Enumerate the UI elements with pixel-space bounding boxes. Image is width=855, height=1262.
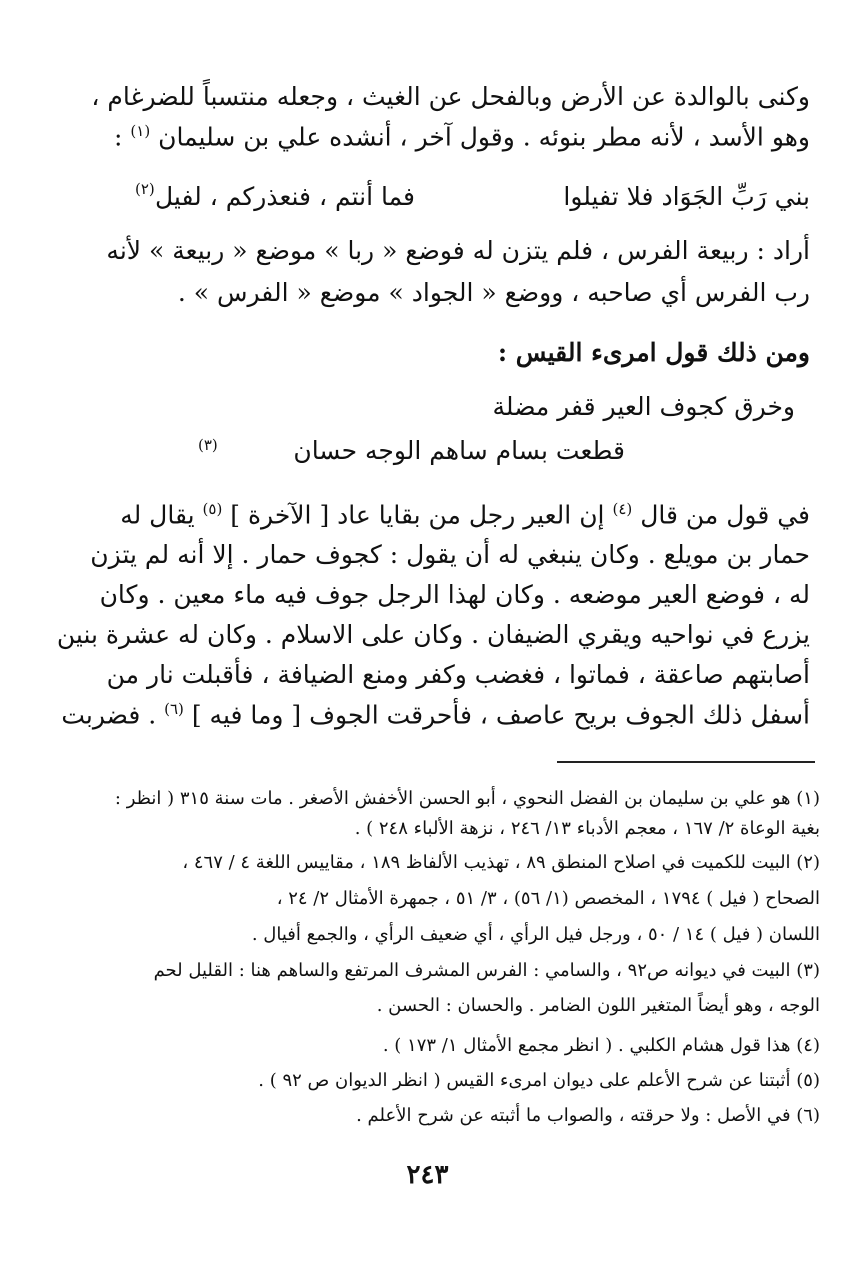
- paragraph-line: يزرع في نواحيه ويقري الضيفان . وكان على الاسلام . وكان له عشرة بنين: [56, 620, 810, 649]
- footnote-line: (٢) البيت للكميت في اصلاح المنطق ٨٩ ، تهذيب الألفاظ ١٨٩ ، مقاييس اللغة ٤ / ٤٦٧ ،: [182, 852, 820, 873]
- verse-line: وخرق كجوف العير قفر مضلة: [492, 392, 795, 421]
- footnote-marker: (٢): [135, 180, 155, 198]
- paragraph-line: أصابتهم صاعقة ، فماتوا ، فغضب وكفر ومنع الضيافة ، فأقبلت نار من: [106, 660, 810, 689]
- paragraph-line: له ، فوضع العير موضعه . وكان لهذا الرجل جوف فيه ماء معين . وكان: [99, 580, 810, 609]
- paragraph-text: يقال له: [120, 500, 195, 530]
- paragraph-line: [61, 700, 810, 729]
- footnote-line: الوجه ، وهو أيضاً المتغير اللون الضامر . والحسان : الحسن .: [376, 995, 820, 1016]
- footnote-line: (٥) أثبتنا عن شرح الأعلم على ديوان امرىء القيس ( انظر الديوان ص ٩٢ ) .: [258, 1070, 820, 1091]
- footnote-marker: (٦): [164, 700, 184, 718]
- paragraph-line: وكنى بالوالدة عن الأرض وبالفحل عن الغيث ، وجعله منتسباً للضرغام ،: [91, 82, 810, 111]
- page-number: ٢٤٣: [406, 1160, 449, 1190]
- footnote-marker: (٥): [202, 500, 223, 518]
- footnote-line: الصحاح ( فيل ) ١٧٩٤ ، المخصص (١/ ٥٦) ، ٣/ ٥١ ، جمهرة الأمثال ٢/ ٢٤ ،: [276, 888, 820, 909]
- footnote-line: اللسان ( فيل ) ١٤ / ٥٠ ، ورجل فيل الرأي ، أي ضعيف الرأي ، والجمع أفيال .: [251, 924, 820, 945]
- footnote-separator: [557, 761, 815, 763]
- verse-line: قطعت بسام ساهم الوجه حسان: [293, 436, 625, 465]
- footnote-line: (٣) البيت في ديوانه ص٩٢ ، والسامي : الفرس المشرف المرتفع والساهم هنا : القليل لحم: [153, 960, 820, 981]
- footnote-line: (١) هو علي بن سليمان بن الفضل النحوي ، أبو الحسن الأخفش الأصغر . مات سنة ٣١٥ ( انظر :: [114, 788, 820, 809]
- paragraph-line: رب الفرس أي صاحبه ، ووضع « الجواد » موضع « الفرس » .: [177, 278, 810, 307]
- footnote-line: (٦) في الأصل : ولا حرقته ، والصواب ما أثبته عن شرح الأعلم .: [356, 1105, 820, 1126]
- paragraph-text: أسفل ذلك الجوف بريح عاصف ، فأحرقت الجوف [ وما فيه ]: [191, 700, 810, 730]
- verse-hemistich-left: فما أنتم ، فنعذركم ، لفيل: [155, 182, 416, 211]
- footnote-marker: (٤): [612, 500, 633, 518]
- paragraph-text: وهو الأسد ، لأنه مطر بنوئه . وقول آخر ، أنشده علي بن سليمان: [158, 122, 810, 152]
- paragraph-text: إن العير رجل من بقايا عاد [ الآخرة ]: [230, 500, 605, 530]
- paragraph-line: [114, 122, 810, 151]
- paragraph-line: أراد : ربيعة الفرس ، فلم يتزن له فوضع « ربا » موضع « ربيعة » لأنه: [106, 236, 810, 265]
- paragraph-line: ومن ذلك قول امرىء القيس :: [497, 338, 810, 367]
- verse-hemistich-right: بني رَبِّ الجَوَاد فلا تفيلوا: [563, 182, 810, 211]
- footnote-line: بغية الوعاة ٢/ ١٦٧ ، معجم الأدباء ١٣/ ٢٤٦ ، نزهة الألباء ٢٤٨ ) .: [354, 818, 820, 839]
- paragraph-line: [120, 500, 810, 529]
- footnote-marker: (٣): [198, 436, 218, 454]
- footnote-marker: (١): [130, 122, 151, 140]
- footnote-line: (٤) هذا قول هشام الكلبي . ( انظر مجمع الأمثال ١/ ١٧٣ ) .: [382, 1035, 820, 1056]
- paragraph-line: حمار بن مويلع . وكان ينبغي له أن يقول : كجوف حمار . إلا أنه لم يتزن: [90, 540, 810, 569]
- paragraph-text: . فضربت: [61, 700, 157, 730]
- paragraph-text: في قول من قال: [640, 500, 810, 530]
- paragraph-text: :: [114, 122, 123, 152]
